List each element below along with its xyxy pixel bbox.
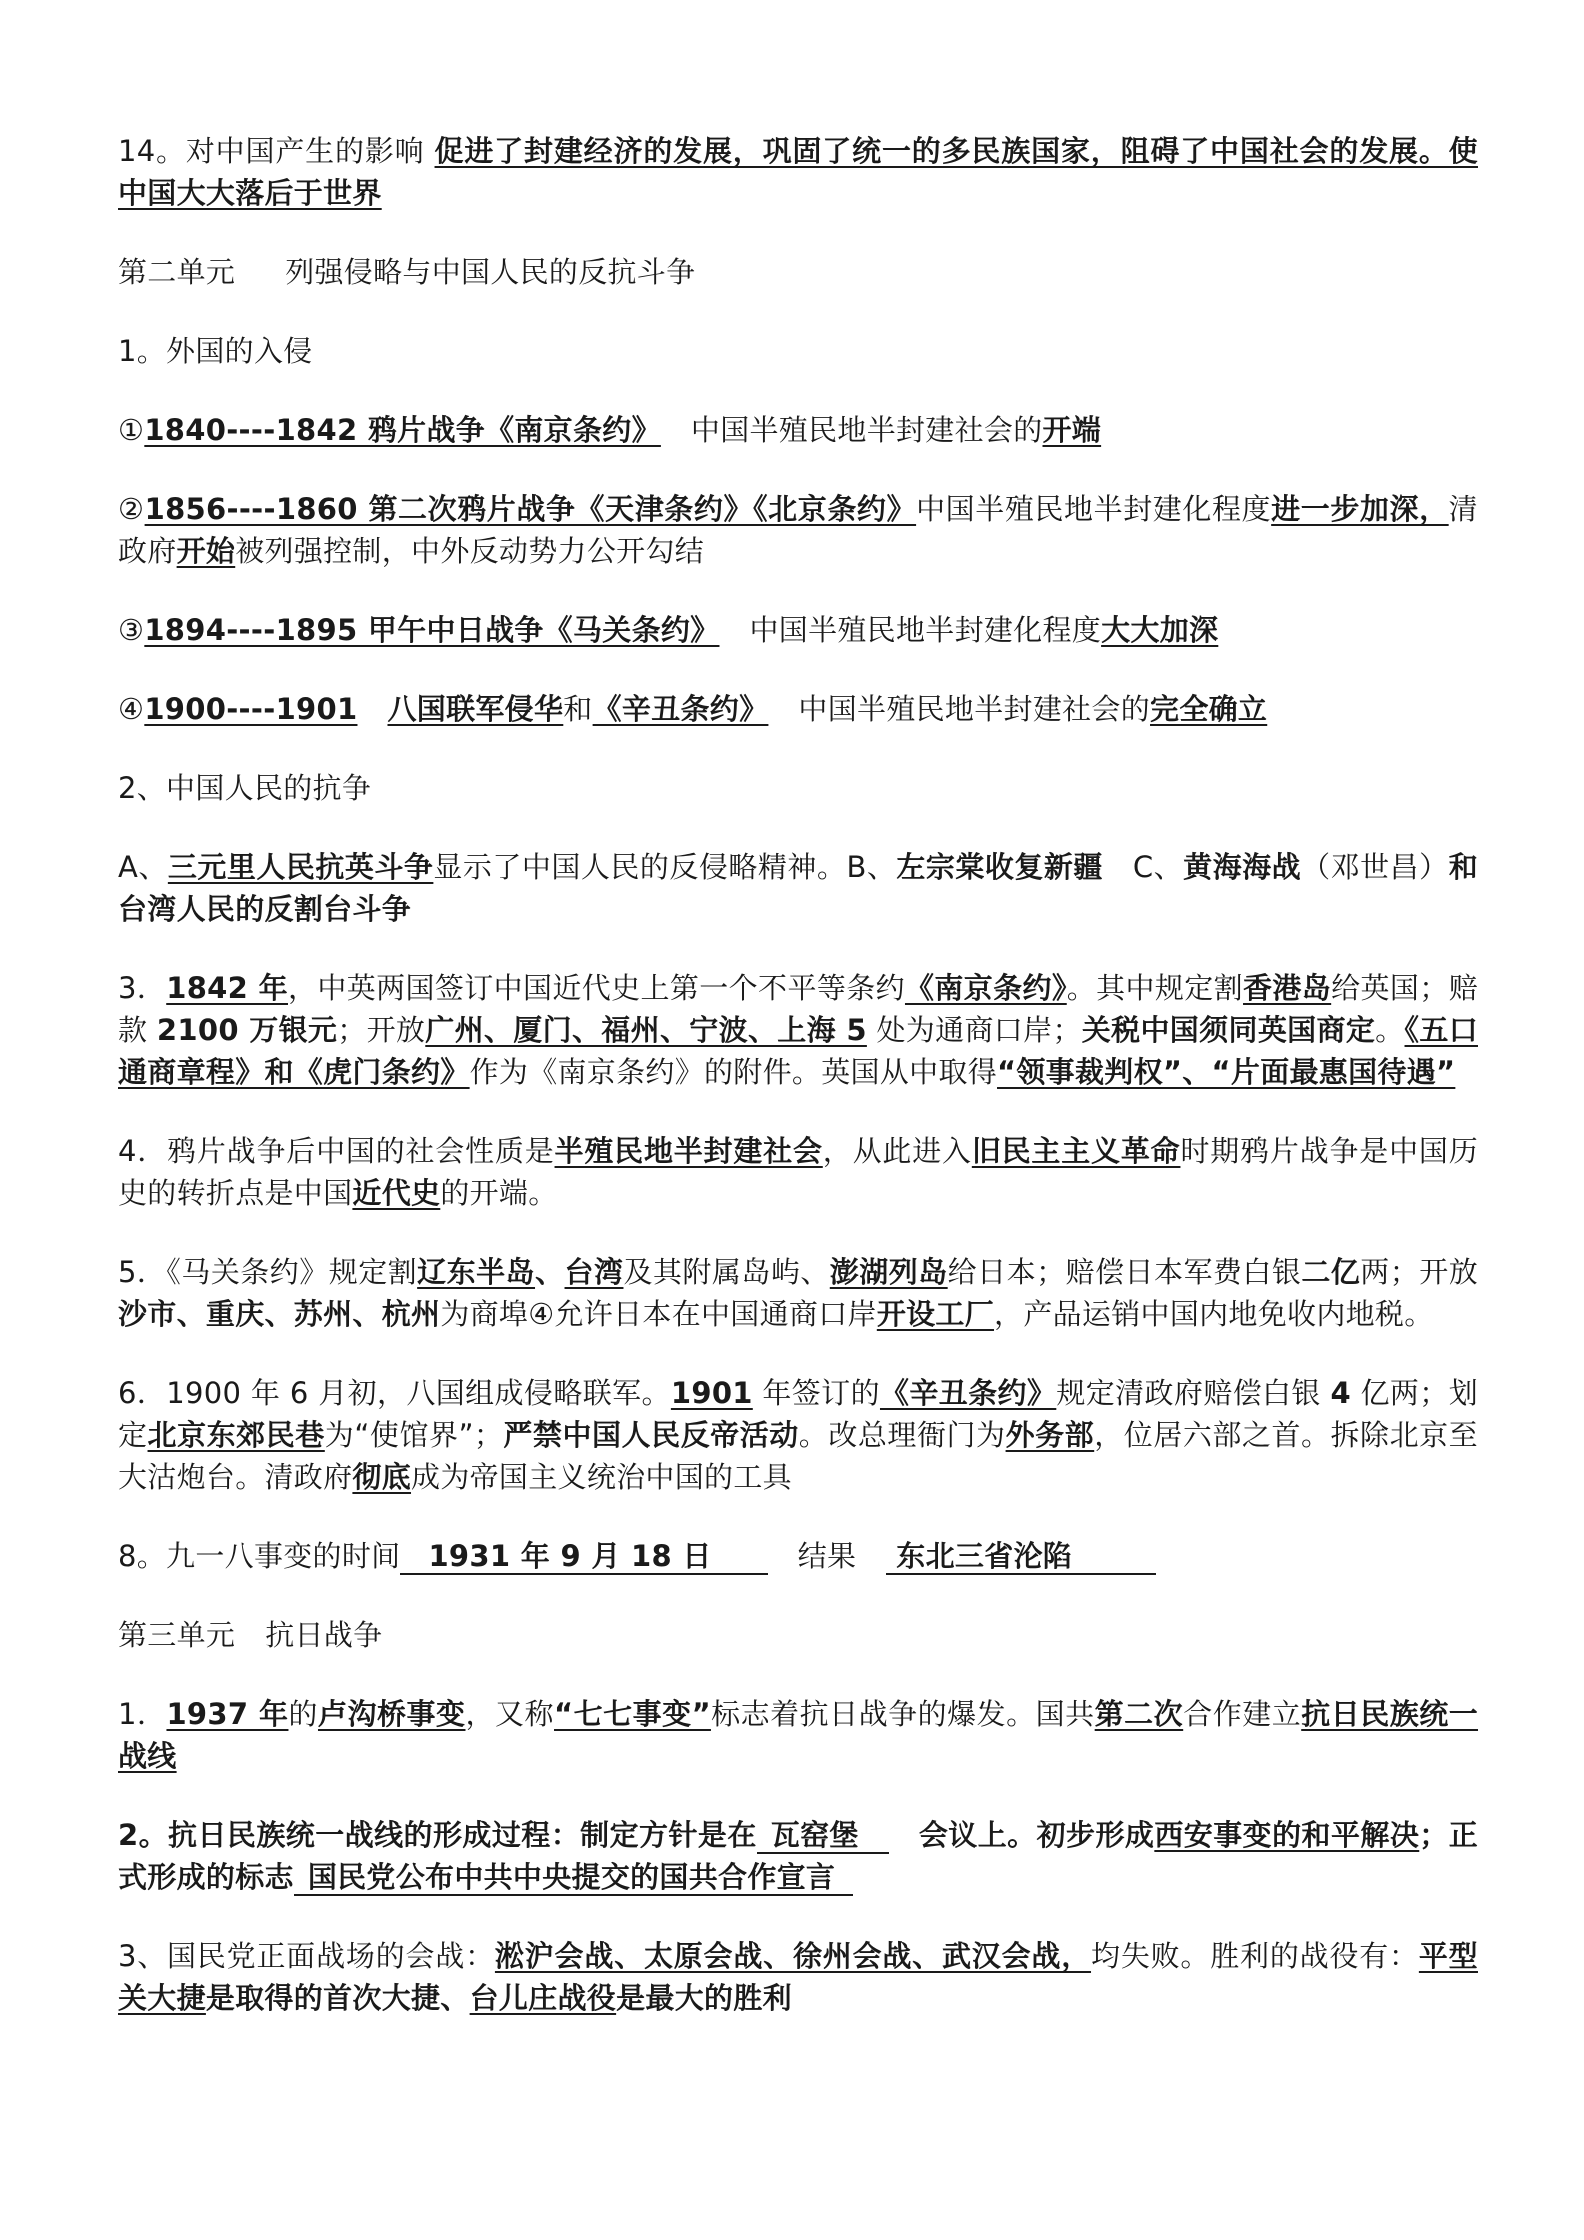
key-underlined: 进一步加深，: [1271, 492, 1449, 526]
key-bold: 二亿: [1301, 1255, 1361, 1289]
item-marker: B、: [846, 850, 897, 884]
key-underlined: “领事裁判权”、“片面最惠国待遇”: [997, 1055, 1456, 1089]
para-text: 清政府: [118, 492, 1478, 568]
key-bold: 左宗棠收复新疆: [896, 850, 1103, 884]
para-text: 6．1900 年 6 月初，八国组成侵略联军。: [118, 1376, 671, 1410]
para-text: 处为通商口岸；: [866, 1013, 1082, 1047]
key-underlined: 外务部: [1005, 1418, 1095, 1452]
para-text: ，从此进入: [822, 1134, 972, 1168]
para-text: ；正式形成的标志: [118, 1818, 1479, 1894]
year-underlined: 1901: [670, 1376, 753, 1410]
para-text: 3、国民党正面战场的会战：: [118, 1939, 495, 1973]
answer-underlined: 促进了封建经济的发展，巩固了统一的多民族国家，阻碍了中国社会的发展。使中国大大落后于世界: [118, 134, 1478, 210]
key-underlined: 台湾: [564, 1255, 624, 1289]
para-text: ，产品运销中国内地免收内地税。: [994, 1297, 1434, 1331]
para-text: 5．《马关条约》规定割: [118, 1255, 418, 1289]
para-text: 。: [1375, 1013, 1405, 1047]
key-underlined: 西安事变的和平解决: [1154, 1818, 1420, 1852]
para-text: 均失败。胜利的战役有：: [1091, 1939, 1419, 1973]
event-underlined: 1840----1842 鸦片战争《南京条约》: [144, 413, 661, 447]
unit-number: 第三单元: [118, 1618, 236, 1652]
key-underlined: 广州、厦门、福州、宁波、上海 5: [425, 1013, 867, 1047]
key-bold: 是最大的胜利: [616, 1981, 792, 2015]
item-marker: A、: [118, 850, 168, 884]
para-united-front: [118, 1814, 1478, 1898]
event-underlined: 八国联军侵华: [387, 692, 564, 726]
para-shimonoseki: [118, 1251, 1478, 1335]
para-text: 的: [288, 1697, 318, 1731]
key-bold: 沙市、重庆、苏州、杭州: [118, 1297, 441, 1331]
para-text: 为商埠④允许日本在中国通商口岸: [440, 1297, 877, 1331]
key-underlined: 辽东半岛: [417, 1255, 536, 1289]
para-nanjing-treaty: [118, 967, 1478, 1093]
para-text: ，又称: [465, 1697, 555, 1731]
section-title: 1。外国的入侵: [118, 334, 313, 368]
treaty-underlined: 《南京条约》: [904, 971, 1067, 1005]
section-title: 2、中国人民的抗争: [118, 771, 372, 805]
para-text: 2。抗日民族统一战线的形成过程：制定方针是在: [118, 1818, 757, 1852]
war-item-3: [118, 609, 1478, 651]
key-underlined: “七七事变”: [554, 1697, 711, 1731]
key-bold: 关税中国须同英国商定: [1081, 1013, 1376, 1047]
para-text: 显示了中国人民的反侵略精神。: [433, 850, 847, 884]
key-bold: 是取得的首次大捷、: [205, 1981, 470, 2015]
para-text: 结果: [797, 1539, 857, 1573]
key-underlined: 开端: [1042, 413, 1102, 447]
para-text: ，位居六部之首。拆除北京至大沽炮台。清政府: [118, 1418, 1478, 1494]
key-underlined: 香港岛: [1243, 971, 1332, 1005]
event-underlined: 1894----1895 甲午中日战争《马关条约》: [144, 613, 720, 647]
para-text: 标志着抗日战争的爆发。国共: [710, 1697, 1095, 1731]
key-underlined: 开始: [176, 534, 236, 568]
item-marker: ④: [118, 692, 145, 726]
para-text: 合作建立: [1183, 1697, 1302, 1731]
key-bold: 4: [1330, 1376, 1351, 1410]
para-text: 规定清政府赔偿白银: [1056, 1376, 1331, 1410]
para-text: 为“使馆界”；: [324, 1418, 504, 1452]
key-underlined: 《五口通商章程》和《虎门条约》: [118, 1013, 1478, 1089]
para-text: 的开端。: [440, 1176, 558, 1210]
item-marker: C、: [1132, 850, 1184, 884]
para-text: 4．鸦片战争后中国的社会性质是: [118, 1134, 555, 1168]
key-underlined: 大大加深: [1101, 613, 1219, 647]
key-bold: 、: [535, 1255, 565, 1289]
treaty-underlined: 《辛丑条约》: [879, 1376, 1057, 1410]
para-text: 给英国；赔款: [118, 971, 1478, 1047]
key-underlined: 淞沪会战、太原会战、徐州会战、武汉会战，: [494, 1939, 1092, 1973]
para-number: 1．: [118, 1697, 167, 1731]
para-text: 成为帝国主义统治中国的工具: [411, 1460, 792, 1494]
item-marker: ①: [118, 413, 145, 447]
unit-title: 抗日战争: [265, 1618, 383, 1652]
para-text: 。其中规定割: [1066, 971, 1244, 1005]
answer-blank: 东北三省沦陷: [886, 1539, 1156, 1575]
key-underlined: 台儿庄战役: [469, 1981, 617, 2015]
year-underlined: 1842 年: [166, 971, 288, 1005]
section-struggle: [118, 767, 1478, 809]
key-underlined: 澎湖列岛: [829, 1255, 948, 1289]
para-text: 时期鸦片战争是中国历史的转折点是中国: [118, 1134, 1478, 1210]
section-invasion: [118, 330, 1478, 372]
key-underlined: 抗日民族统一战线: [118, 1697, 1479, 1773]
year-underlined: 1937 年: [166, 1697, 289, 1731]
key-underlined: 半殖民地半封建社会: [554, 1134, 823, 1168]
key-bold: 严禁中国人民反帝活动: [503, 1418, 799, 1452]
unit-title: 列强侵略与中国人民的反抗斗争: [285, 255, 696, 289]
para-text: （邓世昌）: [1301, 850, 1449, 884]
para-text: 两；开放: [1360, 1255, 1478, 1289]
para-text: 会议上。初步形成: [918, 1818, 1155, 1852]
answer-blank: 瓦窑堡: [757, 1818, 889, 1854]
answer-blank: 国民党公布中共中央提交的国共合作宣言: [294, 1860, 853, 1896]
key-underlined: 第二次: [1094, 1697, 1184, 1731]
key-underlined: 北京东郊民巷: [147, 1418, 325, 1452]
para-frontline-battles: [118, 1935, 1478, 2019]
unit-heading-2: [118, 251, 1478, 293]
key-bold: 2100 万银元: [156, 1013, 338, 1047]
war-item-1: [118, 409, 1478, 451]
key-underlined: 彻底: [352, 1460, 412, 1494]
treaty-underlined: 《辛丑条约》: [592, 692, 769, 726]
years-underlined: 1900----1901: [144, 692, 358, 726]
unit-number: 第二单元: [118, 255, 236, 289]
para-text: 中国半殖民地半封建社会的: [798, 692, 1151, 726]
answer-blank: 1931 年 9 月 18 日: [400, 1539, 767, 1575]
para-mukden-incident: [118, 1535, 1478, 1577]
key-underlined: 近代史: [352, 1176, 441, 1210]
para-marco-polo-bridge: [118, 1693, 1478, 1777]
para-boxer-protocol: [118, 1372, 1478, 1498]
para-text: 14。对中国产生的影响: [118, 134, 435, 168]
event-underlined: 1856----1860 第二次鸦片战争《天津条约》《北京条约》: [144, 492, 917, 526]
key-underlined: 平型关大捷: [118, 1939, 1478, 2015]
para-text: 年签订的: [752, 1376, 880, 1410]
para-text: 被列强控制，中外反动势力公开勾结: [235, 534, 705, 568]
document-page: [118, 130, 1478, 2056]
para-text: 作为《南京条约》的附件。英国从中取得: [469, 1055, 998, 1089]
key-bold: 黄海海战: [1183, 850, 1302, 884]
para-impact: [118, 130, 1478, 214]
para-text: 及其附属岛屿、: [623, 1255, 830, 1289]
key-underlined: 三元里人民抗英斗争: [167, 850, 434, 884]
para-social-nature: [118, 1130, 1478, 1214]
para-text: 中国半殖民地半封建化程度: [916, 492, 1272, 526]
key-bold: 和台湾人民的反割台斗争: [118, 850, 1478, 926]
key-underlined: 完全确立: [1150, 692, 1268, 726]
war-item-4: [118, 688, 1478, 730]
war-item-2: [118, 488, 1478, 572]
item-marker: ②: [118, 492, 145, 526]
para-struggle-abc: [118, 846, 1478, 930]
item-marker: ③: [118, 613, 145, 647]
para-text: 。改总理衙门为: [798, 1418, 1006, 1452]
para-text: 中国半殖民地半封建化程度: [749, 613, 1102, 647]
para-text: 8。九一八事变的时间: [118, 1539, 401, 1573]
unit-heading-3: [118, 1614, 1478, 1656]
para-text: 给日本；赔偿日本军费白银: [947, 1255, 1302, 1289]
para-text: 中国半殖民地半封建社会的: [690, 413, 1043, 447]
para-text: 和: [563, 692, 593, 726]
para-text: ；开放: [337, 1013, 426, 1047]
para-text: 亿两；划定: [118, 1376, 1478, 1452]
para-text: ，中英两国签订中国近代史上第一个不平等条约: [288, 971, 905, 1005]
key-underlined: 开设工厂: [876, 1297, 995, 1331]
para-number: 3．: [118, 971, 167, 1005]
key-underlined: 旧民主主义革命: [971, 1134, 1181, 1168]
key-underlined: 卢沟桥事变: [317, 1697, 466, 1731]
